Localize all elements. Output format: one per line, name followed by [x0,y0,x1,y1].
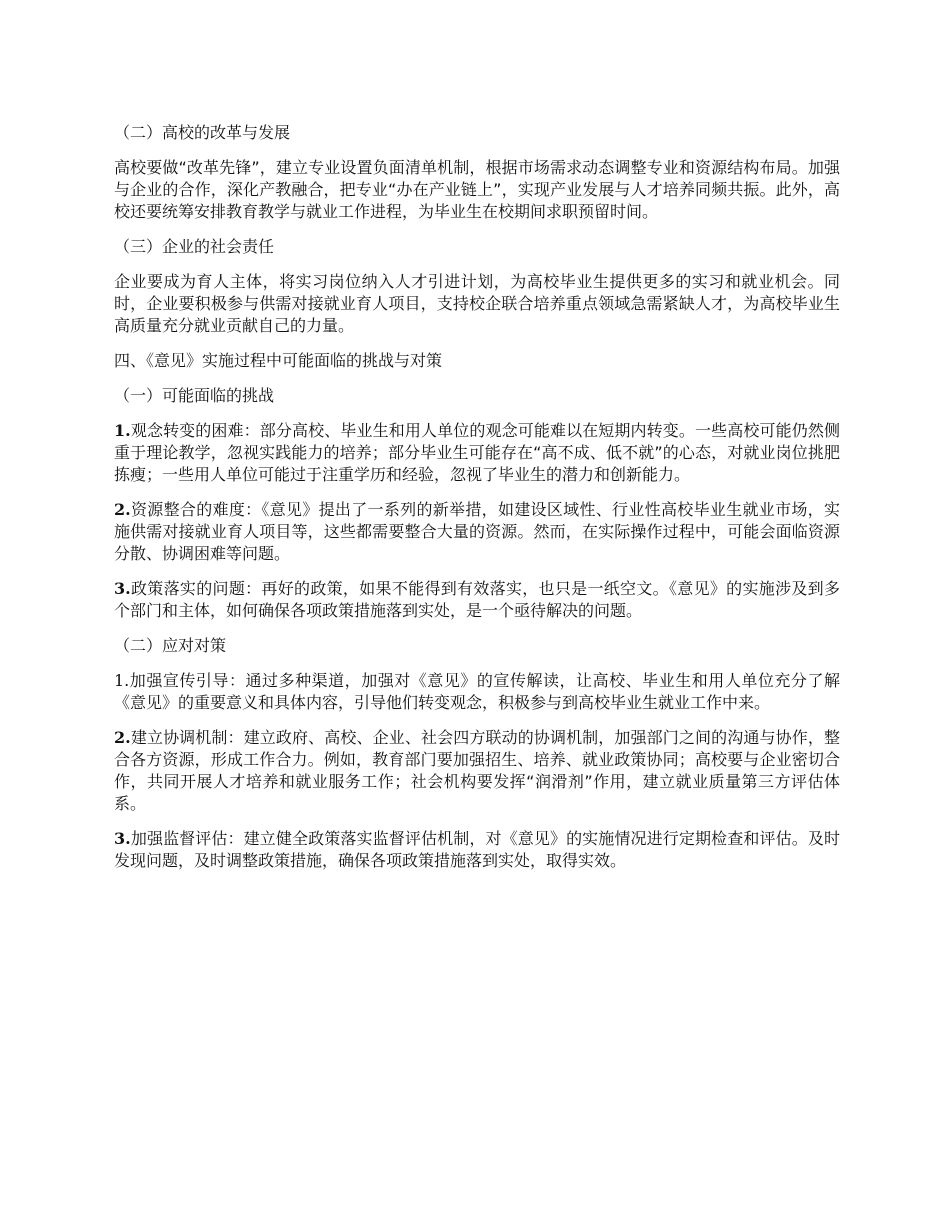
section-heading-enterprise-responsibility: （三）企业的社会责任 [114,237,275,256]
item-number: 3. [114,579,131,598]
item-number: 2. [114,728,131,747]
paragraph-challenge-1 [114,420,840,486]
section-heading-countermeasures: （二）应对对策 [114,636,227,655]
paragraph-countermeasure-3 [114,828,840,872]
item-text: 建立协调机制：建立政府、高校、企业、社会四方联动的协调机制，加强部门之间的沟通与协作，整合各方资源，形成工作合力。例如，教育部门要加强招生、培养、就业政策协同；高校要与企业密切合作，共同开展人才培养和就业服务工作；社会机构要发挥“润滑剂”作用，建立就业质量第三方评估体系。 [114,728,840,813]
section-heading-possible-challenges: （一）可能面临的挑战 [114,386,275,405]
paragraph-challenge-3 [114,578,840,622]
paragraph-challenge-2 [114,499,840,565]
paragraph-university-reform: 高校要做“改革先锋”，建立专业设置负面清单机制，根据市场需求动态调整专业和资源结构布局。加强与企业的合作，深化产教融合，把专业“办在产业链上”，实现产业发展与人才培养同频共振。此外，高校还要统筹安排教育教学与就业工作进程，为毕业生在校期间求职预留时间。 [114,158,840,221]
item-number: 1. [114,671,130,690]
document-page [114,122,840,885]
item-number: 1. [114,421,131,440]
item-text: 政策落实的问题：再好的政策，如果不能得到有效落实，也只是一纸空文。《意见》的实施涉及到多个部门和主体，如何确保各项政策措施落到实处，是一个亟待解决的问题。 [114,579,840,620]
paragraph-countermeasure-1 [114,670,840,714]
paragraph-enterprise-responsibility: 企业要成为育人主体，将实习岗位纳入人才引进计划，为高校毕业生提供更多的实习和就业机会。同时，企业要积极参与供需对接就业育人项目，支持校企联合培养重点领域急需紧缺人才，为高校毕业生高质量充分就业贡献自己的力量。 [114,272,840,335]
item-text: 观念转变的困难：部分高校、毕业生和用人单位的观念可能难以在短期内转变。一些高校可能仍然侧重于理论教学，忽视实践能力的培养；部分毕业生可能存在“高不成、低不就”的心态，对就业岗位挑肥拣瘦；一些用人单位可能过于注重学历和经验，忽视了毕业生的潜力和创新能力。 [114,421,840,484]
item-number: 3. [114,829,131,848]
item-number: 2. [114,500,131,519]
item-text: 加强监督评估：建立健全政策落实监督评估机制，对《意见》的实施情况进行定期检查和评估。及时发现问题，及时调整政策措施，确保各项政策措施落到实处，取得实效。 [114,829,840,870]
item-text: 加强宣传引导：通过多种渠道，加强对《意见》的宣传解读，让高校、毕业生和用人单位充分了解《意见》的重要意义和具体内容，引导他们转变观念，积极参与到高校毕业生就业工作中来。 [114,671,840,712]
paragraph-countermeasure-2 [114,727,840,815]
chapter-heading-challenges-countermeasures: 四、《意见》实施过程中可能面临的挑战与对策 [114,351,443,370]
section-heading-university-reform: （二）高校的改革与发展 [114,123,291,142]
item-text: 资源整合的难度：《意见》提出了一系列的新举措，如建设区域性、行业性高校毕业生就业市场，实施供需对接就业育人项目等，这些都需要整合大量的资源。然而，在实际操作过程中，可能会面临资源分散、协调困难等问题。 [114,500,840,563]
